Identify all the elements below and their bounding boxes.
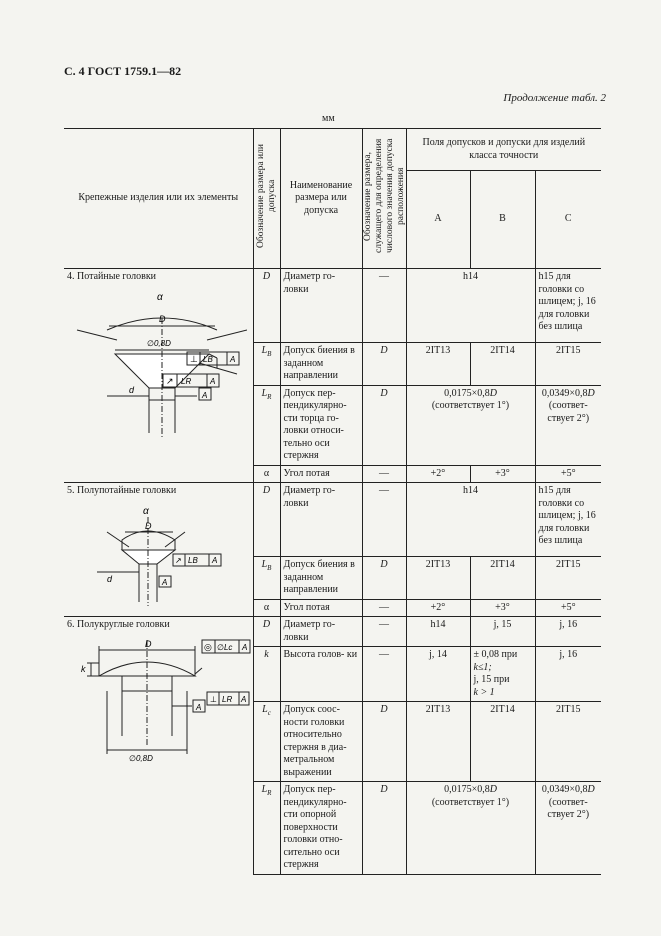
header-reference-size: Обозначение размера, служащего для определения числового значения допуска расположения (362, 129, 406, 269)
svg-text:A: A (230, 354, 236, 364)
tol-a-countersink-angle: +2° (406, 465, 470, 483)
svg-text:↗: ↗ (175, 555, 182, 565)
tol-c-head-height: j, 16 (535, 647, 601, 702)
section-title: 4. Потайные головки (67, 271, 157, 282)
header-fasteners: Крепежные изделия или их элементы (64, 129, 253, 269)
tol-b-countersink-angle: +3° (470, 465, 535, 483)
tol-a-runout-2: 2IT13 (406, 557, 470, 600)
svg-text:A: A (162, 577, 168, 587)
raised-countersunk-head-figure (67, 502, 247, 607)
tol-ab-perpendicularity-2: 0,0175×0,8D (соответствует 1°) (406, 782, 535, 875)
ref-runout: D (362, 343, 406, 386)
sym-head-diameter: D (253, 269, 280, 343)
sym-head-height: k (253, 647, 280, 702)
sym-coaxiality: $L_c$ (253, 702, 280, 782)
header-symbol: Обозначение размера или допуска (253, 129, 280, 269)
section-title: 6. Полукруглые головки (67, 619, 170, 630)
tol-a-head-diameter-3: h14 (406, 617, 470, 647)
tol-a-head-height: j, 14 (406, 647, 470, 702)
tol-b-coaxiality: 2IT14 (470, 702, 535, 782)
tol-a-coaxiality: 2IT13 (406, 702, 470, 782)
section-title: 5. Полупотайные головки (67, 485, 177, 496)
tol-b-runout-2: 2IT14 (470, 557, 535, 600)
ref-runout-2: D (362, 557, 406, 600)
name-head-diameter-2: Диаметр го- ловки (280, 483, 362, 557)
ref-head-height: — (362, 647, 406, 702)
svg-text:LB: LB (188, 555, 198, 565)
tol-c-coaxiality: 2IT15 (535, 702, 601, 782)
tol-a-countersink-angle-2: +2° (406, 599, 470, 617)
tol-b-head-diameter-3: j, 15 (470, 617, 535, 647)
name-perpendicularity: Допуск пер- пендикулярно- сти торца го- ловки относи- тельно оси стержня (280, 385, 362, 465)
sym-runout: $L_B$ (253, 343, 280, 386)
table-continuation-caption: Продолжение табл. 2 (503, 92, 606, 104)
tol-c-countersink-angle-2: +5° (535, 599, 601, 617)
ref-head-diameter-2: — (362, 483, 406, 557)
tolerance-table (64, 128, 601, 875)
svg-text:↗: ↗ (166, 375, 174, 386)
tol-c-perpendicularity-2: 0,0349×0,8D (соответ- ствует 2°) (535, 782, 601, 875)
section-raised-countersunk-heads (64, 483, 253, 617)
ref-head-diameter: — (362, 269, 406, 343)
svg-text:∅Lc: ∅Lc (217, 642, 233, 652)
ref-head-diameter-3: — (362, 617, 406, 647)
sym-head-diameter-2: D (253, 483, 280, 557)
sym-head-diameter-3: D (253, 617, 280, 647)
header-class-b: B (470, 171, 535, 269)
header-tolerance-group: Поля допусков и допуски для изделий класса точности (406, 129, 601, 171)
svg-text:A: A (210, 376, 216, 386)
svg-text:k: k (81, 663, 86, 674)
name-head-diameter-3: Диаметр го- ловки (280, 617, 362, 647)
tol-c-perpendicularity: 0,0349×0,8D (соответ- ствует 2°) (535, 385, 601, 465)
svg-text:d: d (129, 384, 135, 395)
page-header: С. 4 ГОСТ 1759.1—82 (64, 64, 182, 78)
tol-b-countersink-angle-2: +3° (470, 599, 535, 617)
tol-c-head-diameter-2: h15 для головки со шлицем; j, 16 для головки без шлица (535, 483, 601, 557)
sym-perpendicularity: $L_R$ (253, 385, 280, 465)
svg-text:d: d (107, 573, 113, 584)
name-head-height: Высота голов- ки (280, 647, 362, 702)
tol-ab-head-diameter-2: h14 (406, 483, 535, 557)
countersunk-head-figure (67, 288, 247, 438)
round-head-figure (67, 636, 252, 766)
sym-perpendicularity-2: $L_R$ (253, 782, 280, 875)
name-runout: Допуск биения в заданном направлении (280, 343, 362, 386)
ref-perpendicularity-2: D (362, 782, 406, 875)
tol-c-countersink-angle: +5° (535, 465, 601, 483)
svg-text:∅0,8D: ∅0,8D (129, 753, 153, 763)
svg-text:⊥: ⊥ (210, 694, 217, 704)
ref-countersink-angle: — (362, 465, 406, 483)
section-round-heads (64, 617, 253, 875)
svg-text:D: D (145, 638, 152, 649)
svg-text:A: A (202, 390, 208, 400)
tol-b-runout: 2IT14 (470, 343, 535, 386)
name-coaxiality: Допуск соос- ности головки относительно стержня в диа- метральном выражении (280, 702, 362, 782)
tol-ab-perpendicularity: 0,0175×0,8D (соответствует 1°) (406, 385, 535, 465)
tol-c-head-diameter: h15 для головки со шлицем; j, 16 для головки без шлица (535, 269, 601, 343)
tol-ab-head-diameter: h14 (406, 269, 535, 343)
svg-text:A: A (241, 694, 247, 704)
svg-text:⊥: ⊥ (190, 353, 198, 364)
sym-countersink-angle-2: α (253, 599, 280, 617)
ref-coaxiality: D (362, 702, 406, 782)
tol-c-runout: 2IT15 (535, 343, 601, 386)
tol-c-runout-2: 2IT15 (535, 557, 601, 600)
sym-runout-2: $L_B$ (253, 557, 280, 600)
name-countersink-angle: Угол потая (280, 465, 362, 483)
svg-text:A: A (242, 642, 248, 652)
name-countersink-angle-2: Угол потая (280, 599, 362, 617)
name-perpendicularity-2: Допуск пер- пендикулярно- сти опорной поверхности головки отно- сительно оси стержня (280, 782, 362, 875)
ref-perpendicularity: D (362, 385, 406, 465)
name-runout-2: Допуск биения в заданном направлении (280, 557, 362, 600)
svg-text:LR: LR (181, 376, 192, 386)
svg-text:∅0,8D: ∅0,8D (147, 338, 171, 348)
svg-text:D: D (145, 520, 152, 531)
svg-text:A: A (212, 555, 218, 565)
svg-text:A: A (196, 702, 202, 712)
header-class-c: C (535, 171, 601, 269)
unit-label: мм (322, 113, 335, 124)
tol-b-head-height: ± 0,08 при k≤1; j, 15 при k > 1 (470, 647, 535, 702)
ref-countersink-angle-2: — (362, 599, 406, 617)
section-countersunk-heads (64, 269, 253, 483)
svg-text:LB: LB (203, 354, 213, 364)
svg-text:LR: LR (222, 694, 233, 704)
tol-c-head-diameter-3: j, 16 (535, 617, 601, 647)
header-name: Наименование размера или допуска (280, 129, 362, 269)
svg-text:α: α (143, 505, 149, 517)
tol-a-runout: 2IT13 (406, 343, 470, 386)
svg-text:α: α (157, 291, 163, 303)
sym-countersink-angle: α (253, 465, 280, 483)
svg-text:D: D (159, 313, 166, 324)
header-class-a: A (406, 171, 470, 269)
name-head-diameter: Диаметр го- ловки (280, 269, 362, 343)
svg-text:◎: ◎ (204, 641, 212, 652)
